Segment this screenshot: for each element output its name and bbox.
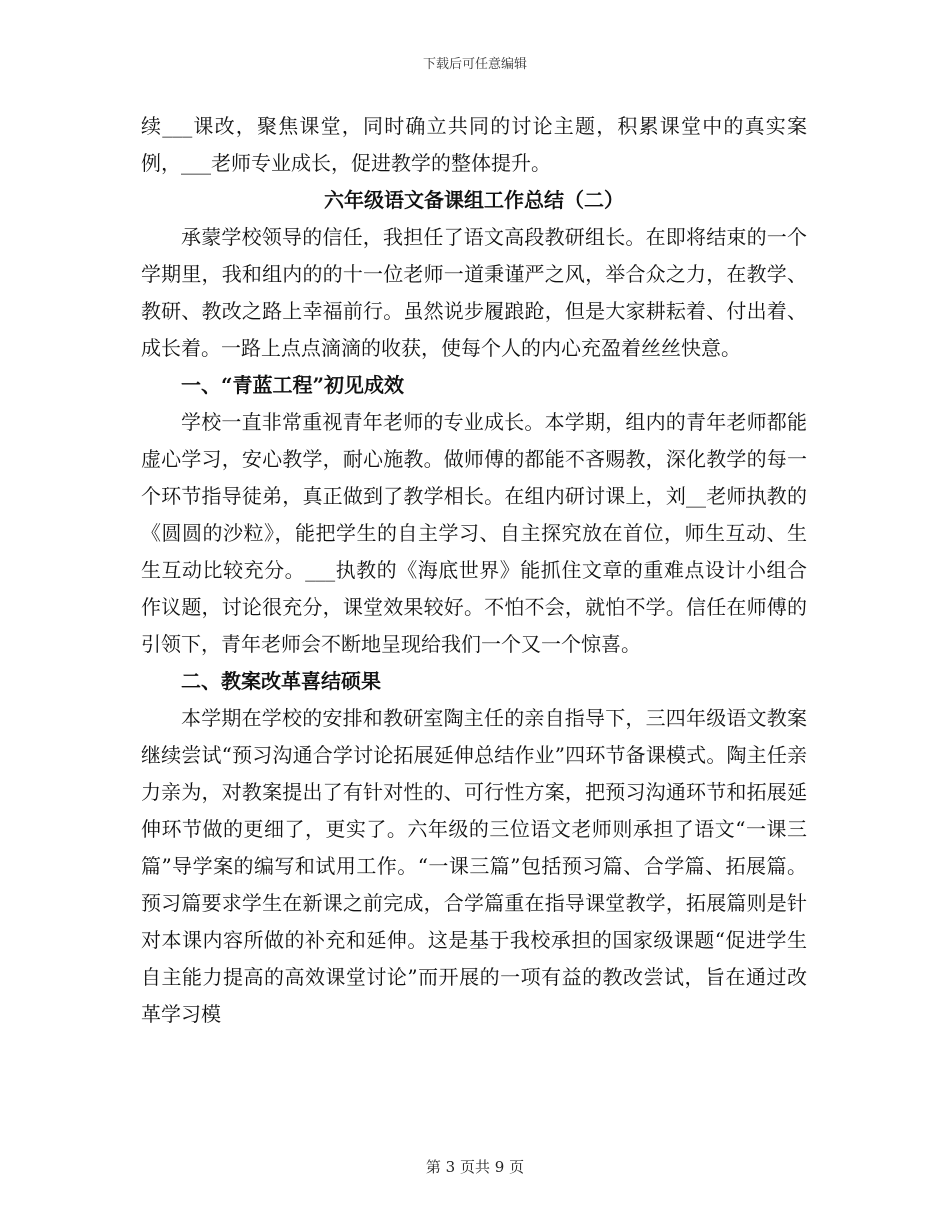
section-body-1: 学校一直非常重视青年老师的专业成长。本学期，组内的青年老师都能虚心学习，安心教学，耐心施教。做师傅的都能不吝赐教，深化教学的每一个环节指导徒弟，真正做到了教学相长。在组内研讨课上，刘__老师执教的《圆圆的沙粒》，能把学生的自主学习、自主探究放在首位，师生互动、生生互动比较充分。___执教的《海底世界》能抓住文章的重难点设计小组合作议题，讨论很充分，课堂效果较好。不怕不会，就怕不学。信任在师傅的引领下，青年老师会不断地呈现给我们一个又一个惊喜。 [141, 410, 807, 656]
page-footer: 第 3 页共 9 页 [425, 1158, 525, 1176]
page-header: 下载后可任意编辑 [422, 57, 527, 72]
document-body [141, 108, 807, 1033]
section-heading-2: 二、教案改革喜结硕果 [181, 669, 381, 693]
document-title: 六年级语文备课组工作总结（二） [324, 188, 624, 212]
intro-paragraph: 承蒙学校领导的信任，我担任了语文高段教研组长。在即将结束的一个学期里，我和组内的的十一位老师一道秉谨严之风，举合众之力，在教学、教研、教改之路上幸福前行。虽然说步履踉跄，但是大家耕耘着、付出着、成长着。一路上点点滴滴的收获，使每个人的内心充盈着丝丝快意。 [141, 225, 807, 360]
continued-paragraph: 续___课改，聚焦课堂，同时确立共同的讨论主题，积累课堂中的真实案例，___老师专业成长，促进教学的整体提升。 [141, 114, 807, 175]
section-body-2: 本学期在学校的安排和教研室陶主任的亲自指导下，三四年级语文教案继续尝试“预习沟通合学讨论拓展延伸总结作业”四环节备课模式。陶主任亲力亲为，对教案提出了有针对性的、可行性方案，把预习沟通环节和拓展延伸环节做的更细了，更实了。六年级的三位语文老师则承担了语文“一课三篇”导学案的编写和试用工作。“一课三篇”包括预习篇、合学篇、拓展篇。预习篇要求学生在新课之前完成，合学篇重在指导课堂教学，拓展篇则是针对本课内容所做的补充和延伸。这是基于我校承担的国家级课题“促进学生自主能力提高的高效课堂讨论”而开展的一项有益的教改尝试，旨在通过改革学习模 [141, 706, 807, 1026]
section-heading-1: 一、“青蓝工程”初见成效 [181, 373, 405, 397]
